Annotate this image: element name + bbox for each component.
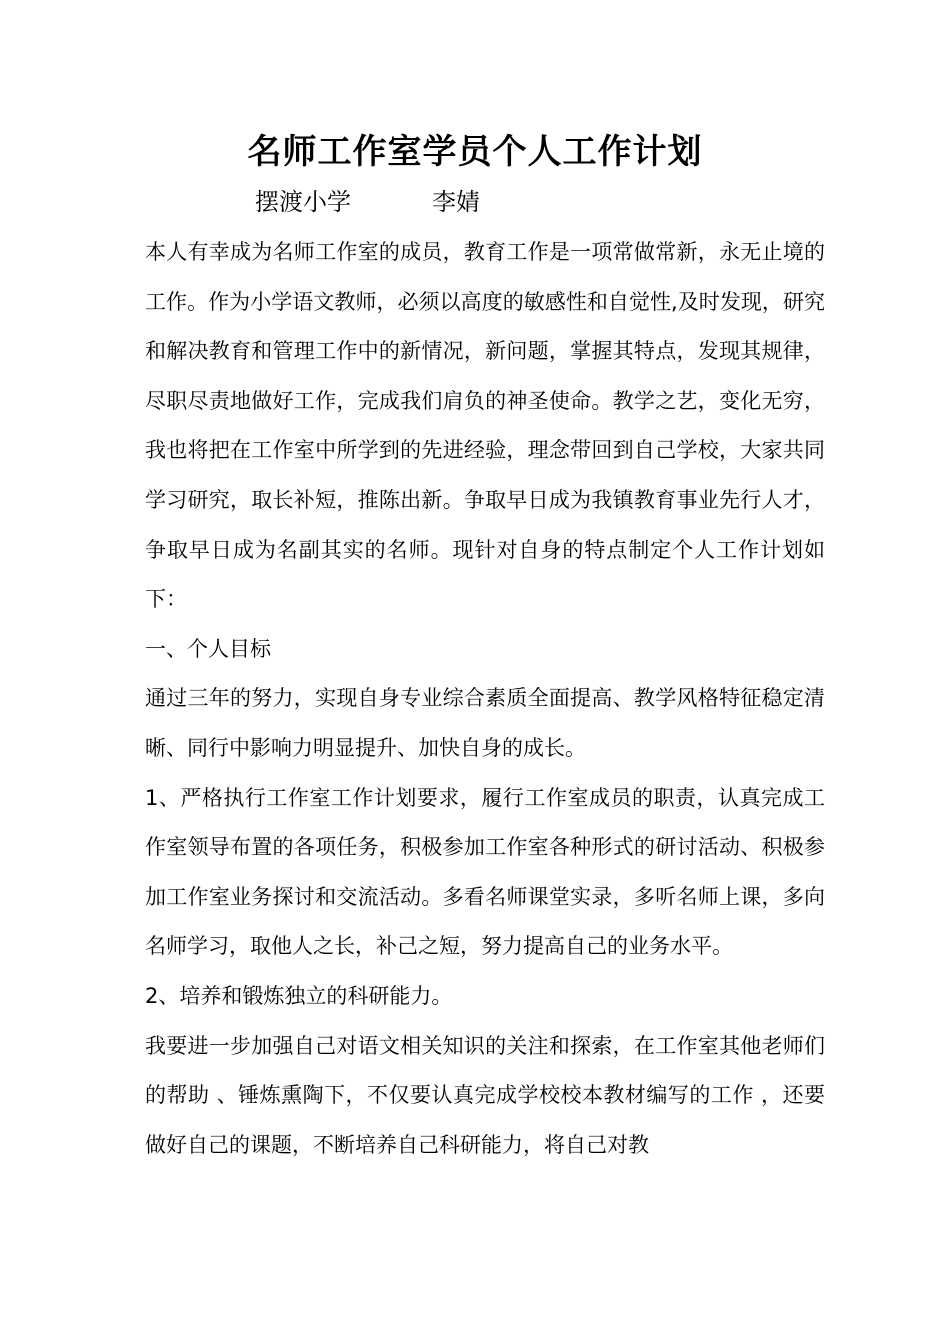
author-name: 李婧 xyxy=(432,188,480,216)
section-heading: 一、个人目标 xyxy=(145,636,271,661)
school-name: 摆渡小学 xyxy=(255,188,351,216)
document-body xyxy=(145,228,825,1170)
goal-paragraph: 通过三年的努力，实现自身专业综合素质全面提高、教学风格特征稳定清晰、同行中影响力明显提升、加快自身的成长。 xyxy=(145,686,825,760)
byline xyxy=(0,182,950,222)
document-title: 名师工作室学员个人工作计划 xyxy=(247,132,703,172)
item-2-paragraph: 我要进一步加强自己对语文相关知识的关注和探索，在工作室其他老师们的帮助 、锤炼熏陶下，不仅要认真完成学校校本教材编写的工作 ，还要做好自己的课题，不断培养自己科研能力，将自己对教 xyxy=(145,1033,825,1157)
item-2-heading: 2、培养和锻炼独立的科研能力。 xyxy=(145,983,453,1008)
intro-paragraph: 本人有幸成为名师工作室的成员，教育工作是一项常做常新，永无止境的工作。作为小学语文教师，必须以高度的敏感性和自觉性,及时发现，研究和解决教育和管理工作中的新情况，新问题，掌握其特点，发现其规律，尽职尽责地做好工作，完成我们肩负的神圣使命。教学之艺，变化无穷，我也将把在工作室中所学到的先进经验，理念带回到自己学校，大家共同学习研究，取长补短，推陈出新。争取早日成为我镇教育事业先行人才，争取早日成为名副其实的名师。现针对自身的特点制定个人工作计划如下： xyxy=(145,240,825,612)
item-1-paragraph: 1、严格执行工作室工作计划要求，履行工作室成员的职责，认真完成工作室领导布置的各项任务，积极参加工作室各种形式的研讨活动、积极参加工作室业务探讨和交流活动。多看名师课堂实录，多听名师上课，多向名师学习，取他人之长，补己之短，努力提高自己的业务水平。 xyxy=(145,785,825,959)
